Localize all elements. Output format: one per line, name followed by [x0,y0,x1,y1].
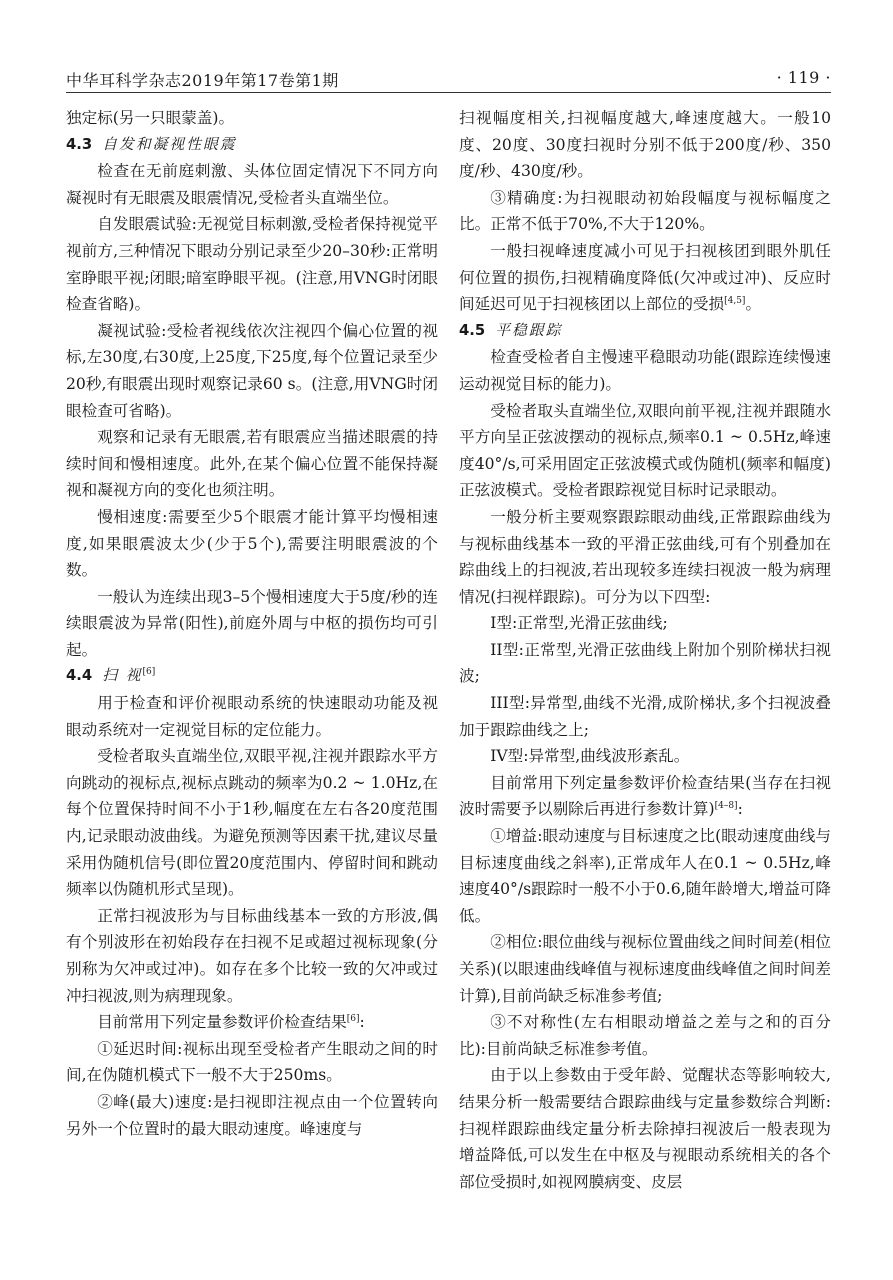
paragraph [459,1009,831,1062]
paragraph-text: 一般扫视峰速度减小可见于扫视核团到眼外肌任何位置的损伤,扫视精确度降低(欠冲或过冲)、反应时间延迟可见于扫视核团以上部位的受损 [459,241,831,314]
paragraph-text: ③精确度:为扫视眼动初始段幅度与视标幅度之比。正常不低于70%,不大于120%。 [459,188,831,234]
paragraph [66,105,438,132]
paragraph [66,211,438,317]
section-number: 4.3 [66,135,93,153]
paragraph [66,903,438,1009]
paragraph [459,344,831,397]
right-column [459,105,831,1195]
paragraph-tail: : [359,1013,365,1032]
citation-marker: [4–8] [714,801,738,812]
section-heading [66,663,438,690]
paragraph-text: 受检者取头直端坐位,双眼平视,注视并跟踪水平方向跳动的视标点,视标点跳动的频率为0.2 ~ 1.0Hz,在每个位置保持时间不小于1秒,幅度在左右各20度范围内,记录眼动波曲线。为避免预测等因素干扰,建议尽量采用伪随机信号(即位置20度范围内、停留时间和跳动频率以伪随机形式呈现)。 [66,747,438,899]
paragraph-text: ②相位:眼位曲线与视标位置曲线之间时间差(相位关系)(以眼速曲线峰值与视标速度曲线峰值之间时间差计算),目前尚缺乏标准参考值; [459,933,831,1005]
section-heading [66,132,438,159]
paragraph-text: IV型:异常型,曲线波形紊乱。 [490,747,690,766]
paragraph [459,637,831,690]
paragraph [66,1089,438,1142]
paragraph-text: 用于检查和评价视眼动系统的快速眼动功能及视眼动系统对一定视觉目标的定位能力。 [66,694,438,739]
paragraph [66,584,438,664]
paragraph-text: 凝视试验:受检者视线依次注视四个偏心位置的视标,左30度,右30度,上25度,下25度,每个位置记录至少20秒,有眼震出现时观察记录60 s。(注意,用VNG时闭眼检查可省略)。 [66,321,438,420]
paragraph [66,1009,438,1036]
paragraph-text: 目前常用下列定量参数评价检查结果(当存在扫视波时需要予以剔除后再进行参数计算) [459,773,831,819]
paragraph [66,690,438,743]
paragraph [66,504,438,584]
citation-marker: [4,5] [724,295,746,306]
section-heading [459,318,831,345]
paragraph-tail: : [737,800,743,819]
section-number: 4.4 [66,667,93,685]
paragraph-text: 一般分析主要观察跟踪眼动曲线,正常跟踪曲线为与视标曲线基本一致的平滑正弦曲线,可有个别叠加在踪曲线上的扫视波,若出现较多连续扫视波一般为病理情况(扫视样跟踪)。可分为以下四型: [459,507,831,606]
paragraph-text: 目前常用下列定量参数评价检查结果 [97,1013,347,1032]
paragraph-text: ③不对称性(左右相眼动增益之差与之和的百分比):目前尚缺乏标准参考值。 [459,1013,831,1058]
paragraph [459,823,831,929]
paragraph [459,610,831,637]
paragraph [459,770,831,823]
paragraph-text: ①增益:眼动速度与目标速度之比(眼动速度曲线与目标速度曲线之斜率),正常成年人在0.1 ~ 0.5Hz,峰速度40°/s跟踪时一般不小于0.6,随年龄增大,增益可降低。 [459,827,831,925]
paragraph [66,424,438,504]
section-title: 自发和凝视性眼震 [102,135,237,153]
paragraph [459,690,831,743]
paragraph [459,105,831,185]
paragraph-text: 受检者取头直端坐位,双眼向前平视,注视并跟随水平方向呈正弦波摆动的视标点,频率0.1 ~ 0.5Hz,峰速度40°/s,可采用固定正弦波模式或伪随机(频率和幅度)正弦波模式。受检者跟踪视觉目标时记录眼动。 [459,401,831,500]
paragraph-text: 检查受检者自主慢速平稳眼动功能(跟踪连续慢速运动视觉目标的能力)。 [459,348,831,393]
citation-marker: [6] [346,1014,360,1024]
paragraph [459,929,831,1009]
paragraph [66,743,438,903]
left-column [66,105,438,1142]
paragraph-text: III型:异常型,曲线不光滑,成阶梯状,多个扫视波叠加于跟踪曲线之上; [459,694,831,739]
paragraph-text: 扫视幅度相关,扫视幅度越大,峰速度越大。一般10度、20度、30度扫视时分别不低于200度/秒、350度/秒、430度/秒。 [459,109,831,181]
journal-title: 中华耳科学杂志2019年第17卷第1期 [66,71,339,90]
paragraph-text: I型:正常型,光滑正弦曲线; [490,614,668,633]
paragraph-text: ②峰(最大)速度:是扫视即注视点由一个位置转向另外一个位置时的最大眼动速度。峰速度与 [66,1092,438,1138]
running-header [66,58,831,93]
paragraph-text: 检查在无前庭刺激、头体位固定情况下不同方向凝视时有无眼震及眼震情况,受检者头直端坐位。 [66,162,438,207]
section-title: 扫 视 [102,667,143,685]
paragraph [459,398,831,504]
page-number: · 119 · [776,68,831,87]
paragraph [459,185,831,238]
paragraph-text: 慢相速度:需要至少5个眼震才能计算平均慢相速度,如果眼震波太少(少于5个),需要注明眼震波的个数。 [66,507,438,580]
paragraph-text: 一般认为连续出现3–5个慢相速度大于5度/秒的连续眼震波为异常(阳性),前庭外周与中枢的损伤均可引起。 [66,587,438,659]
paragraph [459,743,831,770]
paragraph-text: 自发眼震试验:无视觉目标刺激,受检者保持视觉平视前方,三种情况下眼动分别记录至少20–30秒:正常明室睁眼平视;闭眼;暗室睁眼平视。(注意,用VNG时闭眼检查省略)。 [66,215,438,314]
paragraph [66,158,438,211]
paragraph-text: ①延迟时间:视标出现至受检者产生眼动之间的时间,在伪随机模式下一般不大于250ms。 [66,1039,438,1085]
paragraph [66,1036,438,1089]
paragraph [459,238,831,318]
paragraph-text: 正常扫视波形为与目标曲线基本一致的方形波,偶有个别波形在初始段存在扫视不足或超过视标现象(分别称为欠冲或过冲)。如存在多个比较一致的欠冲或过冲扫视波,则为病理现象。 [66,906,438,1005]
paragraph-text: 独定标(另一只眼蒙盖)。 [66,109,235,127]
section-title: 平稳跟踪 [495,321,563,339]
paragraph-tail: 。 [745,295,762,314]
section-number: 4.5 [459,321,486,339]
paragraph [459,1062,831,1195]
paragraph-text: 观察和记录有无眼震,若有眼震应当描述眼震的持续时间和慢相速度。此外,在某个偏心位置不能保持凝视和凝视方向的变化也须注明。 [66,428,438,500]
paragraph [459,504,831,610]
citation-marker: [6] [142,667,156,678]
paragraph [66,318,438,424]
paragraph-text: II型:正常型,光滑正弦曲线上附加个别阶梯状扫视波; [459,640,831,686]
paragraph-text: 由于以上参数由于受年龄、觉醒状态等影响较大,结果分析一般需要结合跟踪曲线与定量参数综合判断:扫视样跟踪曲线定量分析去除掉扫视波后一般表现为增益降低,可以发生在中枢及与视眼动系统相关的各个部位受损时,如视网膜病变、皮层 [459,1066,831,1191]
